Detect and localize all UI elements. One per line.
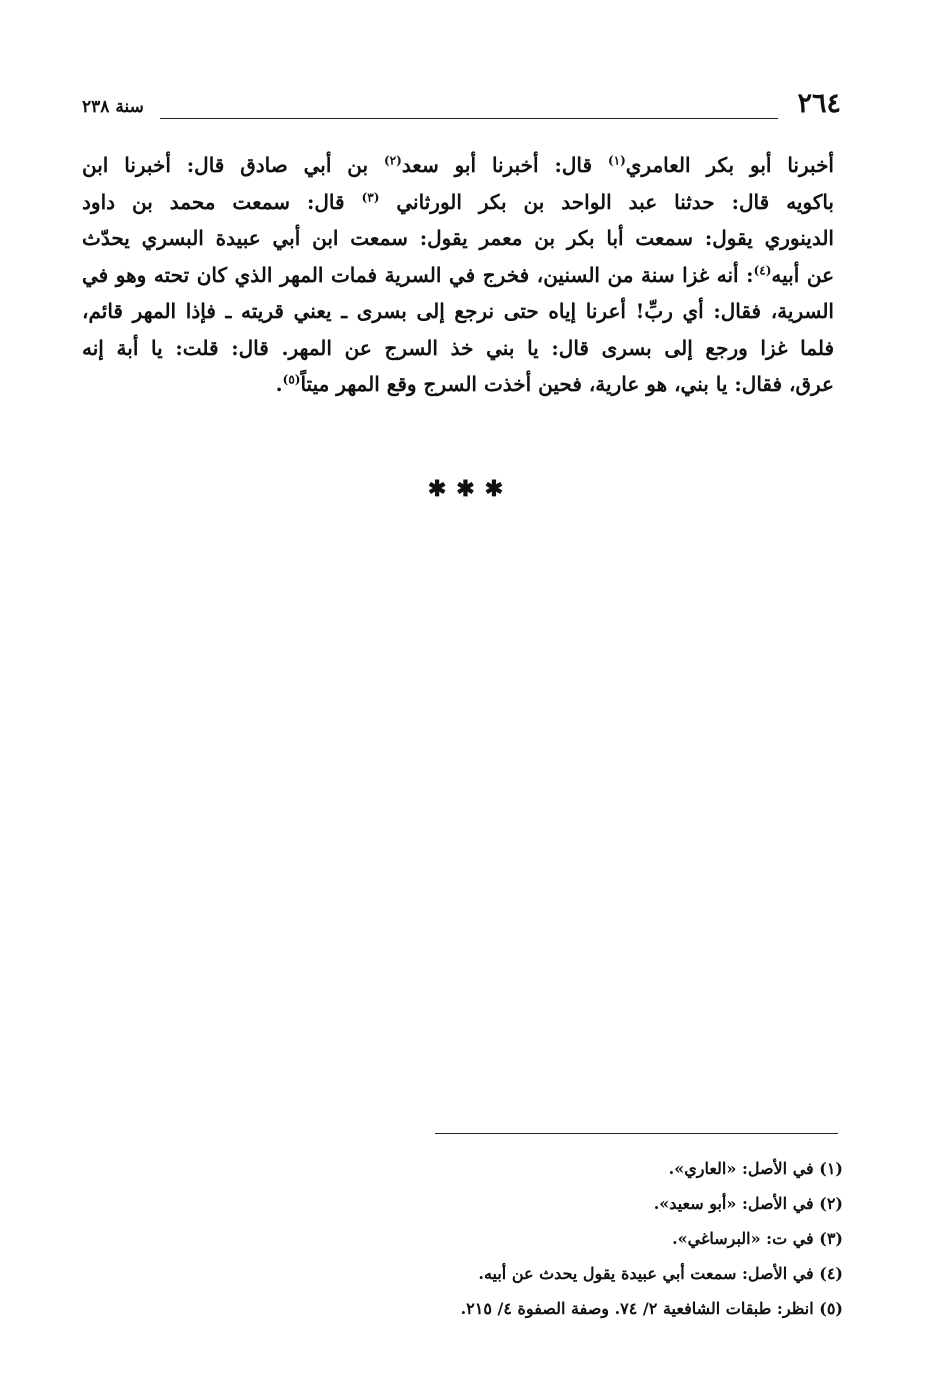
text-line-3: الدينوري يقول: سمعت أبا بكر بن معمر يقول: سمعت ابن أبي عبيدة البسري يحدّث bbox=[82, 226, 834, 250]
text-line-2: باكويه قال: حدثنا عبد الواحد بن بكر الورثاني $^{(٣)}$ قال: سمعت محمد بن داود bbox=[82, 189, 834, 214]
footnote-1: (١) في الأصل: «العاري». bbox=[668, 1159, 843, 1178]
header-rule bbox=[160, 118, 778, 119]
footnote-ref-3: (٣) bbox=[361, 189, 380, 204]
text-line-6: فلما غزا ورجع إلى بسرى قال: يا بني خذ السرج عن المهر. قال: قلت: يا أبة إنه bbox=[82, 335, 834, 360]
footnote-4: (٤) في الأصل: سمعت أبي عبيدة يقول يحدث عن أبيه. bbox=[478, 1264, 843, 1283]
text-line-7: عرق، فقال: يا بني، هو عارية، فحين أخذت السرج وقع المهر ميتاً$^{(٥)}$. bbox=[275, 372, 834, 396]
footnote-5: (٥) انظر: طبقات الشافعية ٢/ ٧٤. وصفة الصفوة ٤/ ٢١٥. bbox=[460, 1299, 843, 1318]
text-line-5: السرية، فقال: أي ربِّ! أعرنا إياه حتى نرجع إلى بسرى ـ يعني قريته ـ فإذا المهر قائم، bbox=[82, 299, 834, 323]
running-head: سنة ٢٣٨ bbox=[82, 97, 144, 117]
text-line-4: عن أبيه$^{(٤)}$: أنه غزا سنة من السنين، فخرج في السرية فمات المهر الذي كان تحته وهو في bbox=[82, 262, 834, 287]
footnote-3: (٣) في ت: «البرساغي». bbox=[672, 1229, 843, 1248]
footnote-2: (٢) في الأصل: «أبو سعيد». bbox=[653, 1194, 843, 1213]
page-number: ٢٦٤ bbox=[797, 88, 841, 119]
footnote-rule bbox=[435, 1133, 838, 1134]
footnote-ref-1: (١) bbox=[607, 153, 626, 168]
section-separator: ✱✱✱ bbox=[427, 476, 514, 502]
footnote-ref-2: (٢) bbox=[383, 153, 402, 168]
text-line-1: أخبرنا أبو بكر العامري$^{(١)}$ قال: أخبرنا أبو سعد$^{(٢)}$ بن أبي صادق قال: أخبرنا ابن bbox=[82, 153, 834, 177]
footnote-ref-5: (٥) bbox=[282, 372, 301, 387]
footnotes bbox=[343, 1151, 843, 1326]
main-text bbox=[82, 147, 834, 403]
footnote-ref-4: (٤) bbox=[753, 262, 772, 277]
